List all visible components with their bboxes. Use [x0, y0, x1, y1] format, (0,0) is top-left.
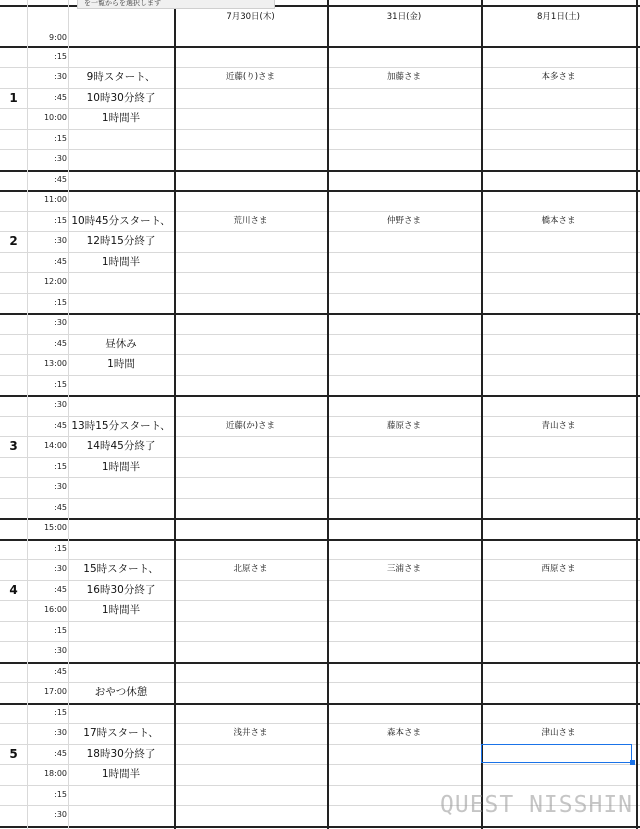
block-description-line[interactable]: 12時15分終了: [86, 235, 156, 247]
block-description-line[interactable]: 1時間半: [101, 112, 141, 124]
block-number[interactable]: 4: [9, 582, 18, 597]
block-description-line[interactable]: 10時45分スタート、: [71, 214, 171, 227]
day-header[interactable]: 31日(金): [386, 12, 422, 22]
reservation-name-cell[interactable]: 津山さま: [541, 728, 576, 738]
reservation-name-cell[interactable]: 西原さま: [541, 564, 576, 574]
time-label[interactable]: 9:00: [49, 33, 67, 42]
reservation-name-cell[interactable]: 青山さま: [541, 420, 576, 431]
reservation-name-cell[interactable]: 加藤さま: [386, 72, 421, 82]
block-description-line[interactable]: 13時15分スタート、: [71, 419, 171, 432]
block-description-line[interactable]: 15時スタート、: [83, 563, 159, 575]
reservation-name-cell[interactable]: 本多さま: [541, 72, 576, 82]
day-header[interactable]: 7月30日(木): [226, 12, 275, 22]
time-label[interactable]: :15: [54, 297, 67, 307]
time-label[interactable]: 12:00: [43, 277, 67, 286]
row-gridline: [0, 498, 640, 499]
time-label[interactable]: :15: [54, 461, 67, 471]
time-label[interactable]: :15: [54, 543, 67, 553]
block-separator-line: [0, 518, 640, 520]
time-label[interactable]: :30: [54, 646, 67, 655]
time-label[interactable]: :45: [54, 420, 67, 430]
row-gridline: [0, 641, 640, 642]
time-label[interactable]: :15: [54, 707, 67, 717]
block-description-line[interactable]: 1時間半: [101, 768, 141, 780]
column-separator-line: [636, 0, 638, 829]
time-label[interactable]: :30: [54, 482, 67, 491]
time-label[interactable]: :45: [54, 338, 67, 348]
block-separator-line: [0, 395, 640, 397]
reservation-name-cell[interactable]: 森本さま: [386, 728, 421, 738]
block-description-line[interactable]: 1時間: [107, 358, 135, 370]
block-description-line[interactable]: 1時間半: [101, 604, 141, 616]
watermark-text: QUEST NISSHIN: [440, 792, 634, 818]
block-description-line[interactable]: 17時スタート、: [83, 727, 159, 739]
reservation-name-cell[interactable]: 浅井さま: [233, 728, 268, 738]
reservation-name-cell[interactable]: 北原さま: [233, 564, 268, 574]
block-separator-line: [0, 46, 640, 48]
time-label[interactable]: :30: [54, 564, 67, 573]
time-label[interactable]: 17:00: [43, 687, 67, 696]
block-separator-line: [0, 826, 640, 828]
selected-cell[interactable]: [481, 744, 632, 763]
time-label[interactable]: 14:00: [43, 441, 67, 450]
time-label[interactable]: :30: [54, 400, 67, 409]
row-gridline: [0, 621, 640, 622]
row-gridline: [0, 149, 640, 150]
block-separator-line: [0, 190, 640, 192]
time-label[interactable]: :30: [54, 318, 67, 327]
time-label[interactable]: :45: [54, 256, 67, 266]
block-description-line[interactable]: おやつ休憩: [94, 686, 148, 698]
reservation-name-cell[interactable]: 仲野さま: [386, 215, 421, 226]
column-separator-line: [327, 0, 329, 829]
time-label[interactable]: :45: [54, 502, 67, 512]
time-label[interactable]: :30: [54, 154, 67, 163]
time-label[interactable]: 18:00: [43, 769, 67, 778]
time-label[interactable]: :15: [54, 789, 67, 799]
time-label[interactable]: :30: [54, 236, 67, 245]
time-label[interactable]: :15: [54, 51, 67, 61]
block-number[interactable]: 2: [9, 234, 18, 248]
time-label[interactable]: :30: [54, 810, 67, 819]
row-gridline: [0, 785, 640, 786]
block-description-line[interactable]: 16時30分終了: [86, 583, 156, 596]
block-description-line[interactable]: 14時45分終了: [86, 440, 156, 452]
time-label[interactable]: 15:00: [43, 523, 67, 532]
block-description-line[interactable]: 昼休み: [105, 337, 137, 350]
block-separator-line: [0, 313, 640, 315]
reservation-name-cell[interactable]: 近藤(り)さま: [225, 72, 276, 82]
block-description-line[interactable]: 1時間半: [101, 255, 141, 268]
reservation-name-cell[interactable]: 三浦さま: [386, 564, 421, 574]
time-label[interactable]: :45: [54, 174, 67, 184]
column-separator-line: [481, 0, 483, 829]
reservation-name-cell[interactable]: 荒川さま: [233, 215, 268, 226]
time-label[interactable]: :45: [54, 748, 67, 758]
block-description-line[interactable]: 18時30分終了: [86, 747, 156, 760]
block-number[interactable]: 5: [9, 746, 18, 761]
reservation-name-cell[interactable]: 藤原さま: [386, 420, 421, 431]
row-gridline: [0, 375, 640, 376]
time-label[interactable]: :30: [54, 728, 67, 737]
time-label[interactable]: :45: [54, 92, 67, 102]
row-gridline: [0, 272, 640, 273]
time-label[interactable]: 11:00: [43, 195, 67, 204]
block-description-line[interactable]: 1時間半: [101, 460, 141, 473]
time-label[interactable]: :15: [54, 625, 67, 635]
time-label[interactable]: :45: [54, 584, 67, 594]
row-gridline: [0, 293, 640, 294]
time-label[interactable]: 13:00: [43, 359, 67, 368]
block-number[interactable]: 3: [9, 439, 18, 453]
block-separator-line: [0, 170, 640, 172]
time-label[interactable]: 10:00: [43, 113, 67, 122]
block-number[interactable]: 1: [9, 90, 18, 105]
row-gridline: [0, 477, 640, 478]
time-label[interactable]: :30: [54, 72, 67, 81]
time-label[interactable]: 16:00: [43, 605, 67, 614]
reservation-name-cell[interactable]: 橋本さま: [541, 215, 576, 226]
block-separator-line: [0, 703, 640, 705]
time-label[interactable]: :45: [54, 666, 67, 676]
time-label[interactable]: :15: [54, 133, 67, 143]
reservation-name-cell[interactable]: 近藤(か)さま: [225, 420, 276, 431]
validation-tooltip: を一覧からを選択します: [77, 0, 275, 9]
time-label[interactable]: :15: [54, 215, 67, 225]
time-label[interactable]: :15: [54, 379, 67, 389]
block-description-line[interactable]: 9時スタート、: [86, 71, 156, 83]
block-separator-line: [0, 539, 640, 541]
block-description-line[interactable]: 10時30分終了: [86, 91, 156, 104]
column-separator-line: [174, 0, 176, 829]
block-separator-line: [0, 662, 640, 664]
fill-handle[interactable]: [630, 760, 635, 765]
row-gridline: [0, 129, 640, 130]
day-header[interactable]: 8月1日(土): [537, 12, 580, 22]
